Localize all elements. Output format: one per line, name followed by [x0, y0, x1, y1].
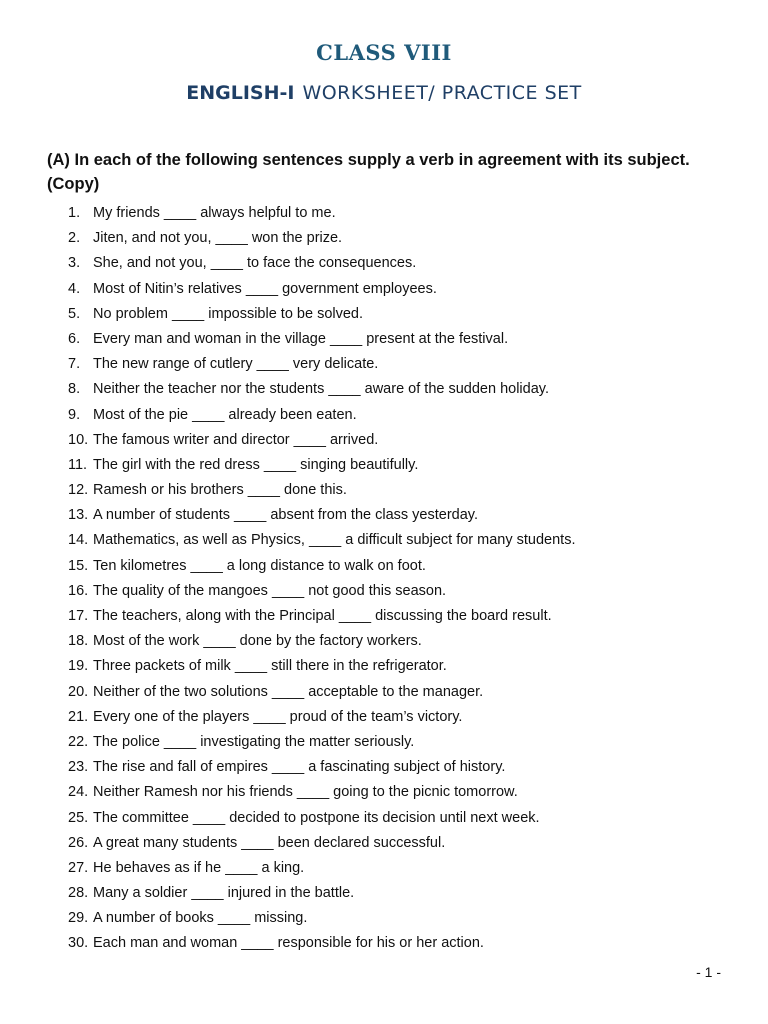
question-text: The police ____ investigating the matter seriously. — [93, 733, 415, 750]
question-text: A number of books ____ missing. — [93, 910, 308, 927]
question-item — [68, 329, 708, 354]
question-number: 2. — [68, 230, 81, 247]
question-number: 20. — [68, 683, 89, 700]
question-number: 15. — [68, 557, 89, 574]
question-text: Most of Nitin’s relatives ____ government employees. — [93, 280, 437, 297]
question-text: Ten kilometres ____ a long distance to walk on foot. — [93, 557, 426, 574]
question-item — [68, 530, 708, 555]
worksheet-subtitle — [0, 82, 768, 104]
worksheet-label: WORKSHEET/ PRACTICE SET — [302, 82, 582, 104]
question-number: 16. — [68, 582, 89, 599]
question-item — [68, 304, 708, 329]
question-number: 1. — [68, 205, 81, 221]
question-item — [68, 556, 708, 581]
question-number: 17. — [68, 608, 89, 624]
question-item — [68, 606, 708, 631]
question-item — [68, 253, 708, 278]
question-number: 26. — [68, 834, 89, 851]
class-title: CLASS VIII — [316, 40, 452, 65]
question-text: Many a soldier ____ injured in the battle. — [93, 885, 355, 902]
question-text: A number of students ____ absent from the class yesterday. — [93, 507, 479, 524]
question-number: 22. — [68, 733, 89, 750]
question-number: 12. — [68, 482, 89, 499]
question-text: He behaves as if he ____ a king. — [93, 859, 305, 876]
question-text: The committee ____ decided to postpone its decision until next week. — [93, 809, 540, 826]
question-item — [68, 858, 708, 883]
section-instruction: (A) In each of the following sentences supply a verb in agreement with its subject. (Copy) — [47, 151, 690, 193]
question-number: 3. — [68, 255, 81, 272]
question-item — [68, 581, 708, 606]
question-item — [68, 908, 708, 933]
question-text: A great many students ____ been declared successful. — [93, 834, 446, 851]
question-item — [68, 405, 708, 430]
question-number: 18. — [68, 633, 89, 650]
question-item — [68, 354, 708, 379]
question-item — [68, 808, 708, 833]
question-item — [68, 782, 708, 807]
question-number: 10. — [68, 431, 89, 448]
question-text: The girl with the red dress ____ singing beautifully. — [93, 456, 419, 473]
question-text: Most of the pie ____ already been eaten. — [93, 406, 357, 423]
question-text: The quality of the mangoes ____ not good this season. — [93, 582, 447, 599]
question-number: 30. — [68, 935, 89, 952]
question-item — [68, 707, 708, 732]
question-text: Neither of the two solutions ____ acceptable to the manager. — [93, 683, 484, 700]
question-list — [68, 203, 708, 959]
question-number: 24. — [68, 784, 89, 801]
question-item — [68, 279, 708, 304]
question-item — [68, 430, 708, 455]
question-number: 25. — [68, 809, 89, 826]
question-number: 7. — [68, 356, 81, 373]
question-item — [68, 656, 708, 681]
question-number: 8. — [68, 381, 81, 398]
question-text: Most of the work ____ done by the factory workers. — [93, 633, 422, 650]
question-item — [68, 757, 708, 782]
subject-label: ENGLISH-I — [186, 82, 295, 104]
question-number: 14. — [68, 532, 89, 549]
question-text: The teachers, along with the Principal ____ discussing the board result. — [93, 608, 552, 624]
question-number: 28. — [68, 885, 89, 902]
question-item — [68, 732, 708, 757]
question-text: No problem ____ impossible to be solved. — [93, 305, 364, 322]
question-number: 6. — [68, 330, 81, 347]
question-number: 19. — [68, 658, 89, 675]
question-item — [68, 480, 708, 505]
question-item — [68, 505, 708, 530]
question-text: Jiten, and not you, ____ won the prize. — [93, 230, 343, 247]
question-number: 11. — [68, 456, 88, 473]
question-number: 5. — [68, 305, 81, 322]
question-text: Mathematics, as well as Physics, ____ a difficult subject for many students. — [93, 532, 576, 549]
question-text: The rise and fall of empires ____ a fascinating subject of history. — [93, 759, 506, 776]
question-number: 23. — [68, 759, 89, 776]
question-text: My friends ____ always helpful to me. — [93, 205, 336, 221]
question-number: 29. — [68, 910, 89, 927]
question-item — [68, 203, 708, 228]
question-item — [68, 933, 708, 958]
question-text: The famous writer and director ____ arrived. — [93, 431, 379, 448]
question-text: Neither Ramesh nor his friends ____ going to the picnic tomorrow. — [93, 784, 518, 801]
question-text: Each man and woman ____ responsible for his or her action. — [93, 935, 484, 952]
question-item — [68, 379, 708, 404]
question-item — [68, 682, 708, 707]
question-number: 4. — [68, 280, 81, 297]
question-text: Every one of the players ____ proud of the team’s victory. — [93, 708, 463, 725]
question-number: 13. — [68, 507, 89, 524]
question-number: 27. — [68, 859, 89, 876]
question-text: She, and not you, ____ to face the consequences. — [93, 255, 417, 272]
question-item — [68, 883, 708, 908]
question-number: 9. — [68, 406, 81, 423]
question-item — [68, 631, 708, 656]
question-number: 21. — [68, 708, 89, 725]
question-text: The new range of cutlery ____ very delicate. — [93, 356, 379, 373]
question-text: Every man and woman in the village ____ present at the festival. — [93, 330, 509, 347]
question-text: Ramesh or his brothers ____ done this. — [93, 482, 347, 499]
page-number: - 1 - — [696, 964, 721, 980]
question-item — [68, 228, 708, 253]
question-item — [68, 455, 708, 480]
question-text: Three packets of milk ____ still there in the refrigerator. — [93, 658, 447, 675]
question-text: Neither the teacher nor the students ____ aware of the sudden holiday. — [93, 381, 549, 398]
question-item — [68, 833, 708, 858]
